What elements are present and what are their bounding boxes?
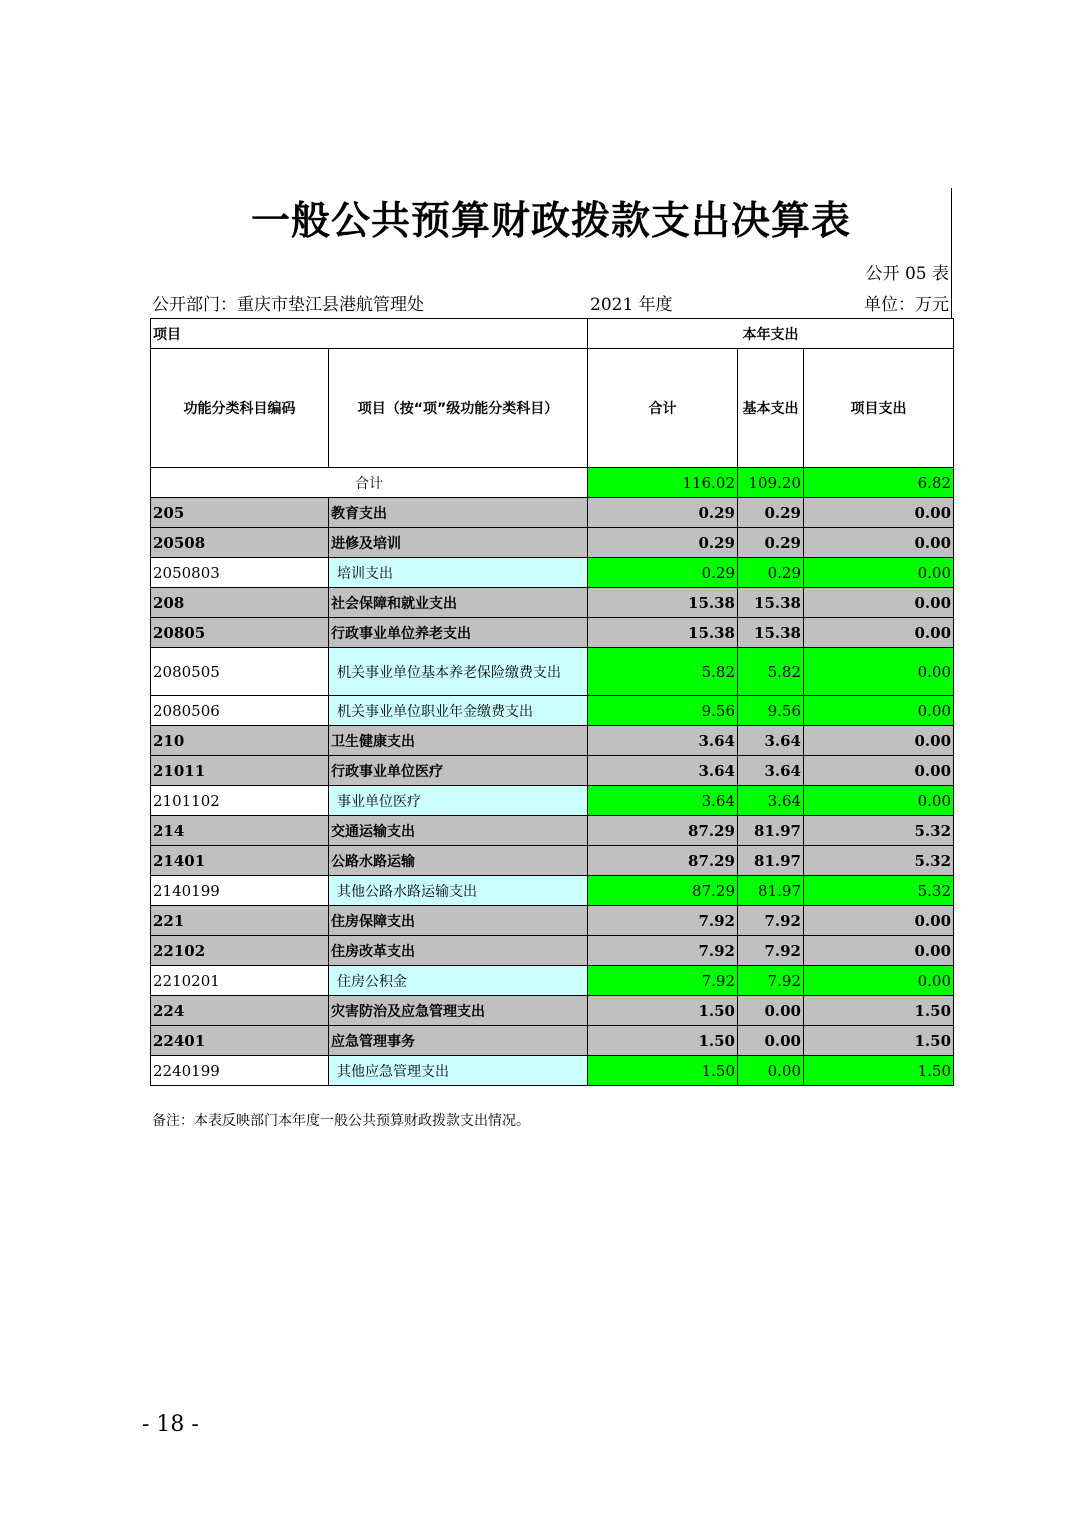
row-total: 1.50 [588,1026,738,1056]
row-name: 机关事业单位职业年金缴费支出 [329,696,588,726]
row-basic: 3.64 [738,726,804,756]
table-row [151,1026,954,1056]
header-code: 功能分类科目编码 [151,349,329,468]
row-code: 21011 [151,756,329,786]
unit-label: 单位：万元 [864,295,949,315]
row-project: 0.00 [804,696,954,726]
row-total: 3.64 [588,726,738,756]
row-project: 5.32 [804,816,954,846]
row-project: 0.00 [804,648,954,696]
row-code: 208 [151,588,329,618]
table-row [151,906,954,936]
table-row [151,786,954,816]
row-basic: 81.97 [738,846,804,876]
row-basic: 0.29 [738,558,804,588]
row-code: 22401 [151,1026,329,1056]
header-row-2 [151,349,954,468]
row-basic: 7.92 [738,936,804,966]
row-total: 0.29 [588,528,738,558]
row-total: 7.92 [588,966,738,996]
row-name: 事业单位医疗 [329,786,588,816]
row-basic: 0.00 [738,1056,804,1086]
row-code: 210 [151,726,329,756]
row-total: 1.50 [588,1056,738,1086]
table-row [151,816,954,846]
row-project: 5.32 [804,846,954,876]
total-basic: 109.20 [738,468,804,498]
row-basic: 0.29 [738,498,804,528]
row-code: 224 [151,996,329,1026]
row-basic: 7.92 [738,906,804,936]
row-code: 2240199 [151,1056,329,1086]
row-basic: 7.92 [738,966,804,996]
table-row [151,996,954,1026]
row-code: 205 [151,498,329,528]
row-code: 2080505 [151,648,329,696]
row-code: 2140199 [151,876,329,906]
department-label: 公开部门：重庆市垫江县港航管理处 [152,295,424,315]
row-project: 0.00 [804,906,954,936]
table-row [151,558,954,588]
row-basic: 0.00 [738,996,804,1026]
row-code: 214 [151,816,329,846]
row-total: 0.29 [588,498,738,528]
row-project: 1.50 [804,1026,954,1056]
table-row [151,696,954,726]
page-title: 一般公共预算财政拨款支出决算表 [250,199,851,244]
table-row [151,618,954,648]
row-basic: 15.38 [738,618,804,648]
row-name: 灾害防治及应急管理支出 [329,996,588,1026]
row-name: 住房改革支出 [329,936,588,966]
row-name: 应急管理事务 [329,1026,588,1056]
row-total: 87.29 [588,816,738,846]
row-name: 机关事业单位基本养老保险缴费支出 [329,648,588,696]
header-project: 项目支出 [804,349,954,468]
row-name: 其他公路水路运输支出 [329,876,588,906]
page-number: - 18 - [142,1412,199,1437]
row-total: 5.82 [588,648,738,696]
row-code: 2080506 [151,696,329,726]
row-code: 22102 [151,936,329,966]
table-row [151,756,954,786]
row-code: 20508 [151,528,329,558]
row-project: 0.00 [804,618,954,648]
header-current-year: 本年支出 [588,319,954,349]
footnote: 备注：本表反映部门本年度一般公共预算财政拨款支出情况。 [152,1113,530,1129]
row-project: 0.00 [804,756,954,786]
row-total: 1.50 [588,996,738,1026]
row-total: 3.64 [588,756,738,786]
row-total: 87.29 [588,876,738,906]
row-name: 行政事业单位医疗 [329,756,588,786]
table-row [151,528,954,558]
header-total: 合计 [588,349,738,468]
table-row [151,876,954,906]
row-project: 0.00 [804,558,954,588]
header-row-1 [151,319,954,349]
row-project: 5.32 [804,876,954,906]
row-code: 21401 [151,846,329,876]
row-name: 公路水路运输 [329,846,588,876]
row-name: 行政事业单位养老支出 [329,618,588,648]
table-row [151,726,954,756]
table-row [151,966,954,996]
row-total: 7.92 [588,906,738,936]
row-name: 进修及培训 [329,528,588,558]
row-project: 0.00 [804,498,954,528]
row-name: 住房公积金 [329,966,588,996]
total-label: 合计 [151,468,588,498]
row-basic: 5.82 [738,648,804,696]
row-name: 教育支出 [329,498,588,528]
row-total: 9.56 [588,696,738,726]
total-row [151,468,954,498]
row-basic: 81.97 [738,816,804,846]
row-project: 0.00 [804,966,954,996]
row-project: 0.00 [804,528,954,558]
table-row [151,846,954,876]
row-project: 1.50 [804,1056,954,1086]
row-basic: 81.97 [738,876,804,906]
row-name: 交通运输支出 [329,816,588,846]
row-basic: 0.29 [738,528,804,558]
row-project: 0.00 [804,786,954,816]
row-basic: 3.64 [738,756,804,786]
table-row [151,648,954,696]
row-basic: 0.00 [738,1026,804,1056]
row-code: 221 [151,906,329,936]
table-row [151,588,954,618]
table-row [151,498,954,528]
row-basic: 9.56 [738,696,804,726]
row-project: 0.00 [804,936,954,966]
table-row [151,936,954,966]
row-code: 2050803 [151,558,329,588]
row-name: 住房保障支出 [329,906,588,936]
total-project: 6.82 [804,468,954,498]
total-total: 116.02 [588,468,738,498]
row-name: 其他应急管理支出 [329,1056,588,1086]
row-total: 3.64 [588,786,738,816]
row-total: 7.92 [588,936,738,966]
row-code: 2101102 [151,786,329,816]
form-number: 公开 05 表 [865,264,949,284]
header-item: 项目 [151,319,588,349]
row-total: 15.38 [588,588,738,618]
row-name: 培训支出 [329,558,588,588]
header-basic: 基本支出 [738,349,804,468]
year-label: 2021 年度 [590,295,673,315]
header-name: 项目（按“项”级功能分类科目） [329,349,588,468]
row-total: 0.29 [588,558,738,588]
row-project: 1.50 [804,996,954,1026]
row-name: 社会保障和就业支出 [329,588,588,618]
table-row [151,1056,954,1086]
row-code: 20805 [151,618,329,648]
row-name: 卫生健康支出 [329,726,588,756]
expenditure-table [150,318,954,1086]
row-basic: 3.64 [738,786,804,816]
row-project: 0.00 [804,726,954,756]
row-project: 0.00 [804,588,954,618]
row-total: 87.29 [588,846,738,876]
row-basic: 15.38 [738,588,804,618]
row-total: 15.38 [588,618,738,648]
row-code: 2210201 [151,966,329,996]
